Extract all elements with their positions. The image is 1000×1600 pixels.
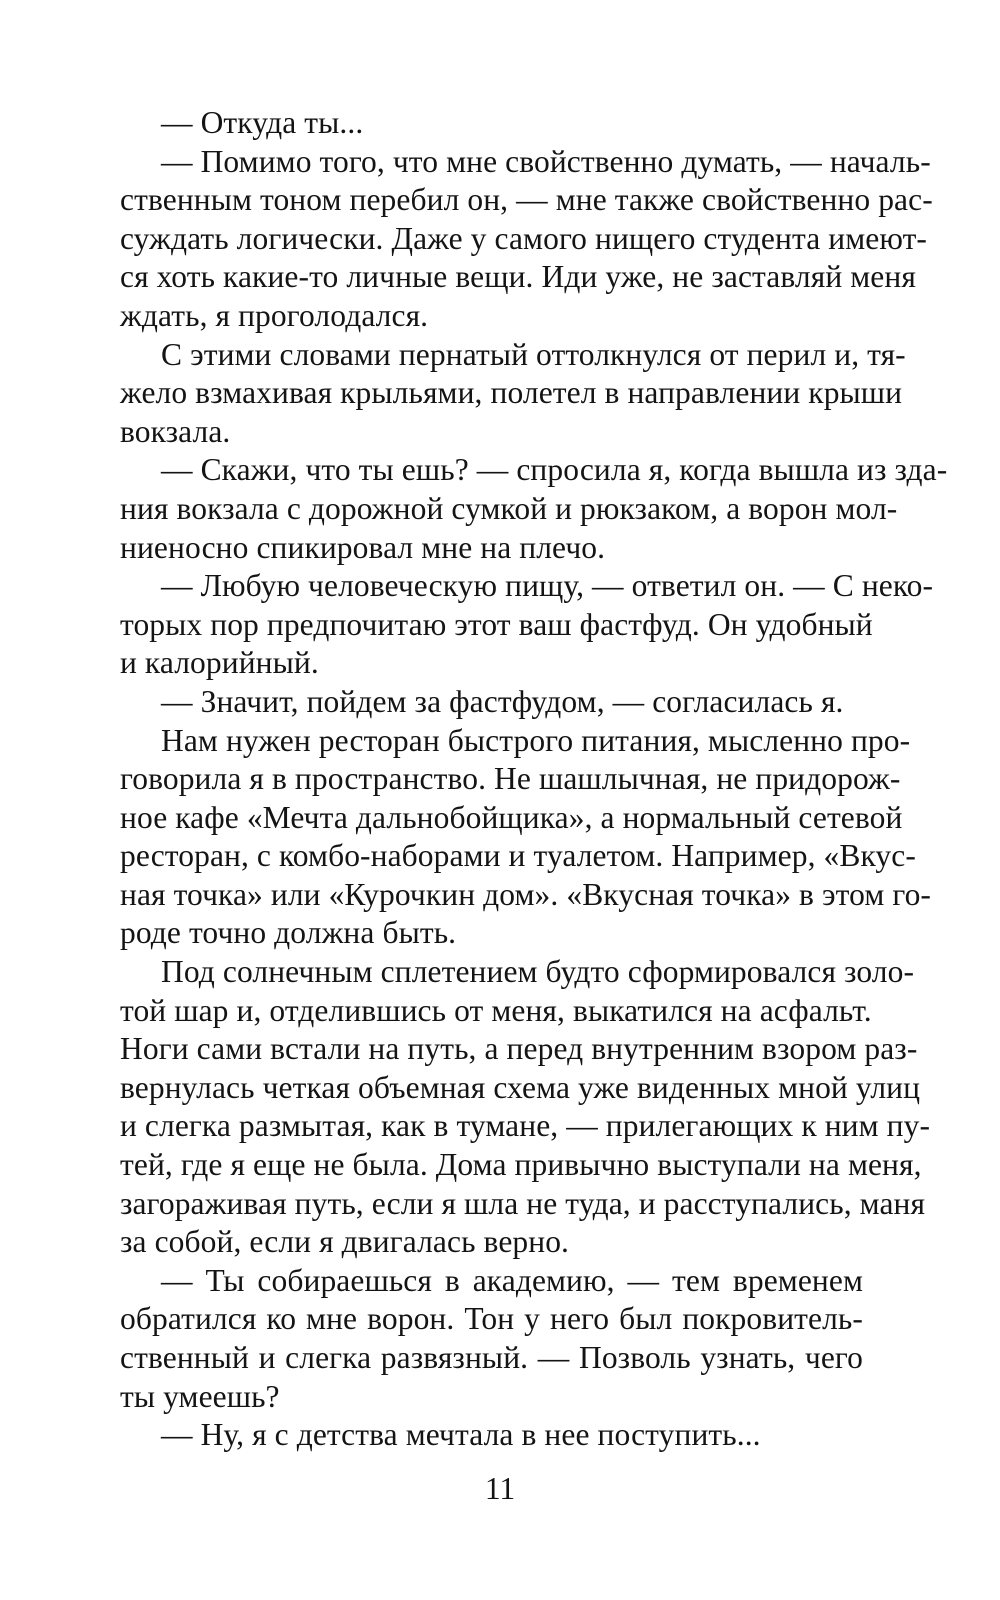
text-line: ния вокзала с дорожной сумкой и рюкзаком, а ворон мол- [120, 490, 898, 526]
text-line: ждать, я проголодался. [120, 297, 429, 333]
text-line: ниеносно спикировал мне на плечо. [120, 529, 606, 565]
text-line: ты умеешь? [120, 1378, 280, 1414]
text-line: Ноги сами встали на путь, а перед внутренним взором раз- [120, 1031, 918, 1067]
text-line: — Любую человеческую пищу, — ответил он. — С неко- [161, 568, 934, 604]
text-line: и слегка размытая, как в тумане, — прилегающих к ним пу- [120, 1108, 931, 1144]
text-line: ное кафе «Мечта дальнобойщика», а нормальный сетевой [120, 799, 903, 835]
text-line: вернулась четкая объемная схема уже виденных мной улиц [120, 1069, 921, 1105]
text-line: С этими словами пернатый оттолкнулся от перил и, тя- [161, 336, 906, 372]
text-line: вокзала. [120, 413, 231, 449]
text-line: и калорийный. [120, 645, 319, 681]
text-line: ресторан, с комбо-наборами и туалетом. Например, «Вкус- [120, 838, 916, 874]
text-line: — Ну, я с детства мечтала в нее поступить... [161, 1417, 761, 1453]
text-line: за собой, если я двигалась верно. [120, 1224, 570, 1260]
text-line: той шар и, отделившись от меня, выкатился на асфальт. [120, 992, 872, 1028]
text-line: тей, где я еще не была. Дома привычно выступали на меня, [120, 1147, 922, 1183]
text-line: — Ты собираешься в академию, — тем временем [161, 1262, 863, 1298]
text-line: суждать логически. Даже у самого нищего студента имеют- [120, 220, 928, 256]
page-number: 11 [484, 1471, 516, 1506]
text-line: ся хоть какие-то личные вещи. Иди уже, не заставляй меня [120, 259, 916, 295]
text-line: — Откуда ты... [161, 105, 364, 140]
text-line: — Скажи, что ты ешь? — спросила я, когда вышла из зда- [161, 452, 948, 488]
text-line: роде точно должна быть. [120, 915, 457, 951]
text-line: торых пор предпочитаю этот ваш фастфуд. Он удобный [120, 606, 873, 642]
text-line: ственный и слегка развязный. — Позволь узнать, чего [120, 1340, 863, 1375]
text-line: загораживая путь, если я шла не туда, и расступались, маня [120, 1185, 926, 1221]
text-line: ственным тоном перебил он, — мне также свойственно рас- [120, 182, 933, 218]
text-line: обратился ко мне ворон. Тон у него был покровитель- [120, 1301, 863, 1337]
text-line: Под солнечным сплетением будто сформировался золо- [161, 954, 915, 990]
body-text [120, 104, 948, 1455]
text-line: жело взмахивая крыльями, полетел в направлении крыши [120, 375, 903, 411]
text-line: говорила я в пространство. Не шашлычная, не придорож- [120, 761, 901, 797]
text-line: Нам нужен ресторан быстрого питания, мысленно про- [161, 722, 911, 758]
text-line: ная точка» или «Курочкин дом». «Вкусная точка» в этом го- [120, 876, 932, 912]
text-line: — Помимо того, что мне свойственно думать, — началь- [161, 143, 931, 179]
text-line: — Значит, пойдем за фастфудом, — согласилась я. [161, 683, 844, 719]
